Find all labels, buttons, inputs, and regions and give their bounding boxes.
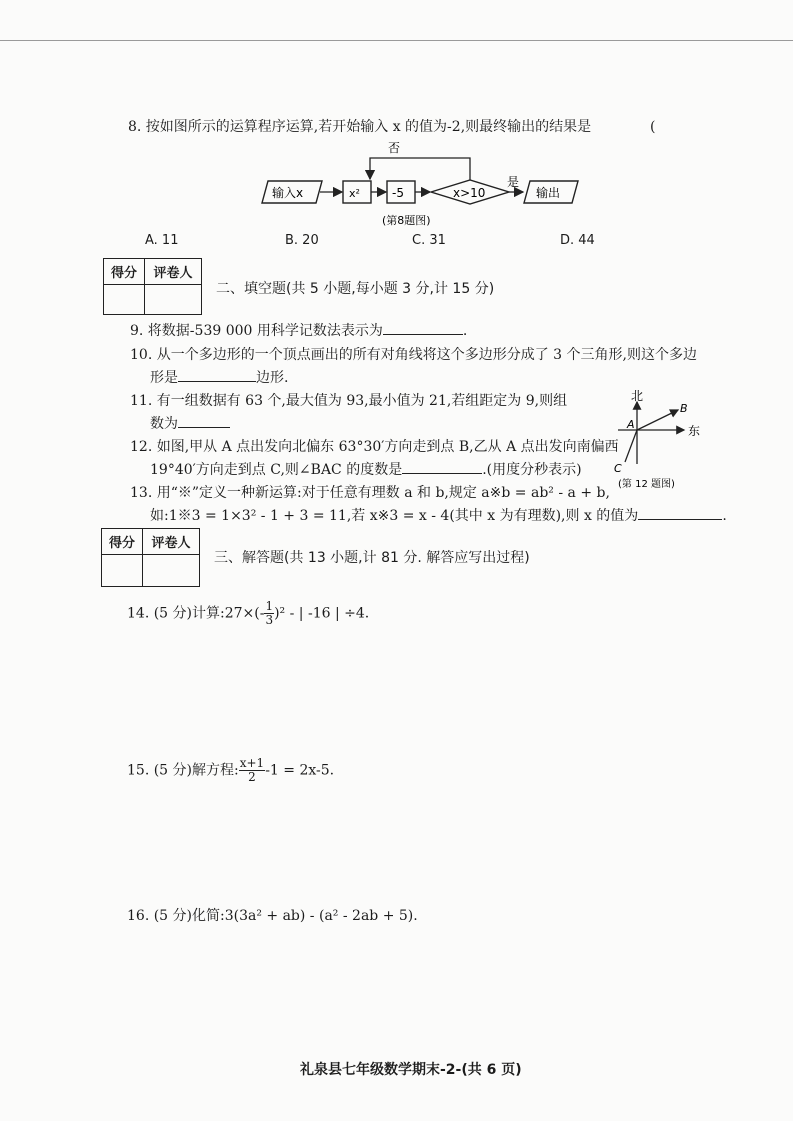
q15-numerator: x+1 xyxy=(239,756,265,770)
q9 xyxy=(130,322,467,340)
q14-numerator: 1 xyxy=(265,599,274,613)
q13-end: . xyxy=(722,508,727,524)
q15-fraction xyxy=(239,757,265,784)
q15-text: 15. (5 分)解方程: xyxy=(127,762,239,779)
q13-blank xyxy=(638,507,722,520)
ray-ac xyxy=(625,430,637,462)
flow-no-label: 否 xyxy=(388,141,401,155)
q14-end: )² - | -16 | ÷4. xyxy=(274,605,370,622)
section3-title: 三、解答题(共 13 小题,计 81 分. 解答应写出过程) xyxy=(214,550,530,566)
north-label: 北 xyxy=(631,389,644,403)
q13-line2 xyxy=(150,507,727,525)
flow-square-label: x² xyxy=(349,187,360,200)
q14-fraction xyxy=(264,600,274,627)
q8-option-b: B. 20 xyxy=(285,233,319,248)
q11-line1: 11. 有一组数据有 63 个,最大值为 93,最小值为 21,若组距定为 9,则组 xyxy=(130,393,568,409)
top-divider xyxy=(0,40,793,41)
point-a-label: A xyxy=(627,418,635,431)
q10-line2 xyxy=(150,369,288,387)
q9-text: 9. 将数据-539 000 用科学记数法表示为 xyxy=(130,323,383,339)
q10-text: 形是 xyxy=(150,370,178,386)
grader-cell xyxy=(145,285,202,315)
q9-blank xyxy=(383,322,463,335)
q12-caption: (第 12 题图) xyxy=(618,479,675,490)
grader-header: 评卷人 xyxy=(143,529,200,555)
q10-line1: 10. 从一个多边形的一个顶点画出的所有对角线将这个多边形分成了 3 个三角形,则这个多边 xyxy=(130,347,697,363)
flow-minus5-label: -5 xyxy=(392,186,404,200)
page-footer: 礼泉县七年级数学期末-2-(共 6 页) xyxy=(300,1062,522,1078)
q14-text: 14. (5 分)计算:27×(- xyxy=(127,605,265,622)
flow-caption: (第8题图) xyxy=(382,214,431,227)
score-header: 得分 xyxy=(104,259,145,285)
q14 xyxy=(127,600,369,627)
q12-figure xyxy=(604,388,708,492)
score-box-section2 xyxy=(103,258,202,315)
q13-line1: 13. 用“※”定义一种新运算:对于任意有理数 a 和 b,规定 a※b = ab² - a + b, xyxy=(130,485,610,501)
q8-answer-paren: ( xyxy=(650,119,656,135)
q15-denominator: 2 xyxy=(248,770,256,784)
score-cell xyxy=(104,285,145,315)
east-label: 东 xyxy=(688,424,701,438)
ray-ab xyxy=(637,410,678,430)
q12-end: .(用度分秒表示) xyxy=(482,462,582,478)
q15-end: -1 = 2x-5. xyxy=(265,762,335,779)
q10-end: 边形. xyxy=(256,370,289,386)
flow-output-label: 输出 xyxy=(536,186,561,200)
q8-option-d: D. 44 xyxy=(560,233,595,248)
score-cell xyxy=(102,555,143,587)
q14-denominator: 3 xyxy=(265,613,274,627)
flow-condition-label: x>10 xyxy=(453,186,486,200)
q11-text: 数为 xyxy=(150,416,178,432)
point-b-label: B xyxy=(680,402,688,415)
section2-title: 二、填空题(共 5 小题,每小题 3 分,计 15 分) xyxy=(216,281,495,297)
q8-flowchart xyxy=(260,138,600,230)
q16: 16. (5 分)化简:3(3a² + ab) - (a² - 2ab + 5). xyxy=(127,908,418,924)
q10-blank xyxy=(178,369,256,382)
q12-line1: 12. 如图,甲从 A 点出发向北偏东 63°30′方向走到点 B,乙从 A 点出发向南偏西 xyxy=(130,439,619,455)
q9-end: . xyxy=(462,323,468,339)
flow-input-label: 输入x xyxy=(272,186,304,200)
q12-line2 xyxy=(150,461,582,479)
q15 xyxy=(127,757,334,784)
loop-arrow xyxy=(370,158,470,180)
q8-option-c: C. 31 xyxy=(412,233,446,248)
q11-blank xyxy=(178,415,230,428)
score-header: 得分 xyxy=(102,529,143,555)
grader-cell xyxy=(143,555,200,587)
q13-text: 如:1※3 = 1×3² - 1 + 3 = 11,若 x※3 = x - 4(其中 x 为有理数),则 x 的值为 xyxy=(150,508,639,524)
point-c-label: C xyxy=(614,462,622,475)
q11-line2 xyxy=(150,415,230,433)
score-box-section3 xyxy=(101,528,200,587)
grader-header: 评卷人 xyxy=(145,259,202,285)
q8-option-a: A. 11 xyxy=(145,233,179,248)
q12-blank xyxy=(402,461,482,474)
q8-stem: 8. 按如图所示的运算程序运算,若开始输入 x 的值为-2,则最终输出的结果是 xyxy=(128,119,592,135)
flow-yes-label: 是 xyxy=(507,175,520,189)
q12-text: 19°40′方向走到点 C,则∠BAC 的度数是 xyxy=(150,462,403,478)
